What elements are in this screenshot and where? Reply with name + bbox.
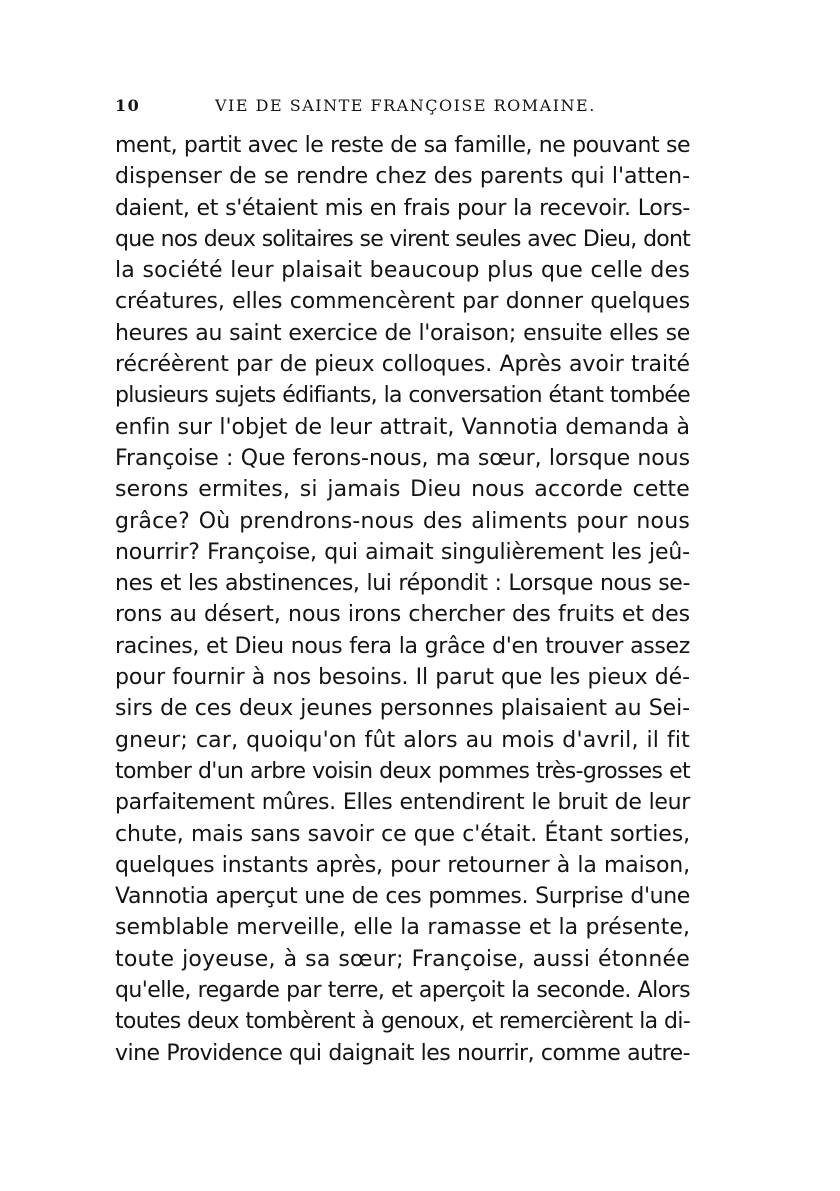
text-line: récréèrent par de pieux colloques. Après avoir traité — [115, 352, 690, 378]
text-line: gneur; car, quoiqu'on fût alors au mois d'avril, il fit — [115, 727, 690, 753]
text-line: semblable merveille, elle la ramasse et la présente, — [115, 915, 690, 941]
text-line: nes et les abstinences, lui répondit : Lorsque nous se- — [115, 571, 690, 597]
page-number: 10 — [115, 96, 141, 115]
text-line: chute, mais sans savoir ce que c'était. Étant sorties, — [115, 821, 690, 847]
text-line: heures au saint exercice de l'oraison; ensuite elles se — [115, 320, 690, 346]
text-line: racines, et Dieu nous fera la grâce d'en trouver assez — [115, 633, 690, 659]
text-line: la société leur plaisait beaucoup plus que celle des — [115, 258, 690, 284]
text-line: plusieurs sujets édifiants, la conversation étant tombée — [115, 383, 690, 409]
text-line: nourrir? Françoise, qui aimait singulièrement les jeû- — [115, 539, 690, 565]
text-line: grâce? Où prendrons-nous des aliments pour nous — [115, 508, 690, 534]
text-line: tomber d'un arbre voisin deux pommes très-grosses et — [115, 758, 690, 784]
body-text — [115, 130, 690, 1069]
text-line: enfin sur l'objet de leur attrait, Vannotia demanda à — [115, 414, 690, 440]
text-line: pour fournir à nos besoins. Il parut que les pieux dé- — [115, 665, 690, 691]
text-line: dispenser de se rendre chez des parents qui l'atten- — [115, 164, 690, 190]
text-line: toutes deux tombèrent à genoux, et remercièrent la di- — [115, 1009, 690, 1035]
text-line: serons ermites, si jamais Dieu nous accorde cette — [115, 477, 690, 503]
running-title: VIE DE SAINTE FRANÇOISE ROMAINE. — [215, 96, 596, 115]
text-line: parfaitement mûres. Elles entendirent le bruit de leur — [115, 790, 690, 816]
text-line: vine Providence qui daignait les nourrir, comme autre- — [115, 1040, 690, 1066]
text-line: daient, et s'étaient mis en frais pour la recevoir. Lors- — [115, 195, 690, 221]
text-line: qu'elle, regarde par terre, et aperçoit la seconde. Alors — [115, 978, 690, 1004]
text-line: rons au désert, nous irons chercher des fruits et des — [115, 602, 690, 628]
text-line: que nos deux solitaires se virent seules avec Dieu, dont — [115, 226, 690, 252]
text-line: Vannotia aperçut une de ces pommes. Surprise d'une — [115, 884, 690, 910]
text-line: sirs de ces deux jeunes personnes plaisaient au Sei- — [115, 696, 690, 722]
text-line: quelques instants après, pour retourner à la maison, — [115, 852, 690, 878]
text-line: créatures, elles commencèrent par donner quelques — [115, 289, 690, 315]
text-line: ment, partit avec le reste de sa famille, ne pouvant se — [115, 133, 690, 158]
text-line: toute joyeuse, à sa sœur; Françoise, aussi étonnée — [115, 946, 690, 972]
page-header — [115, 96, 690, 120]
text-line: Françoise : Que ferons-nous, ma sœur, lorsque nous — [115, 445, 690, 471]
